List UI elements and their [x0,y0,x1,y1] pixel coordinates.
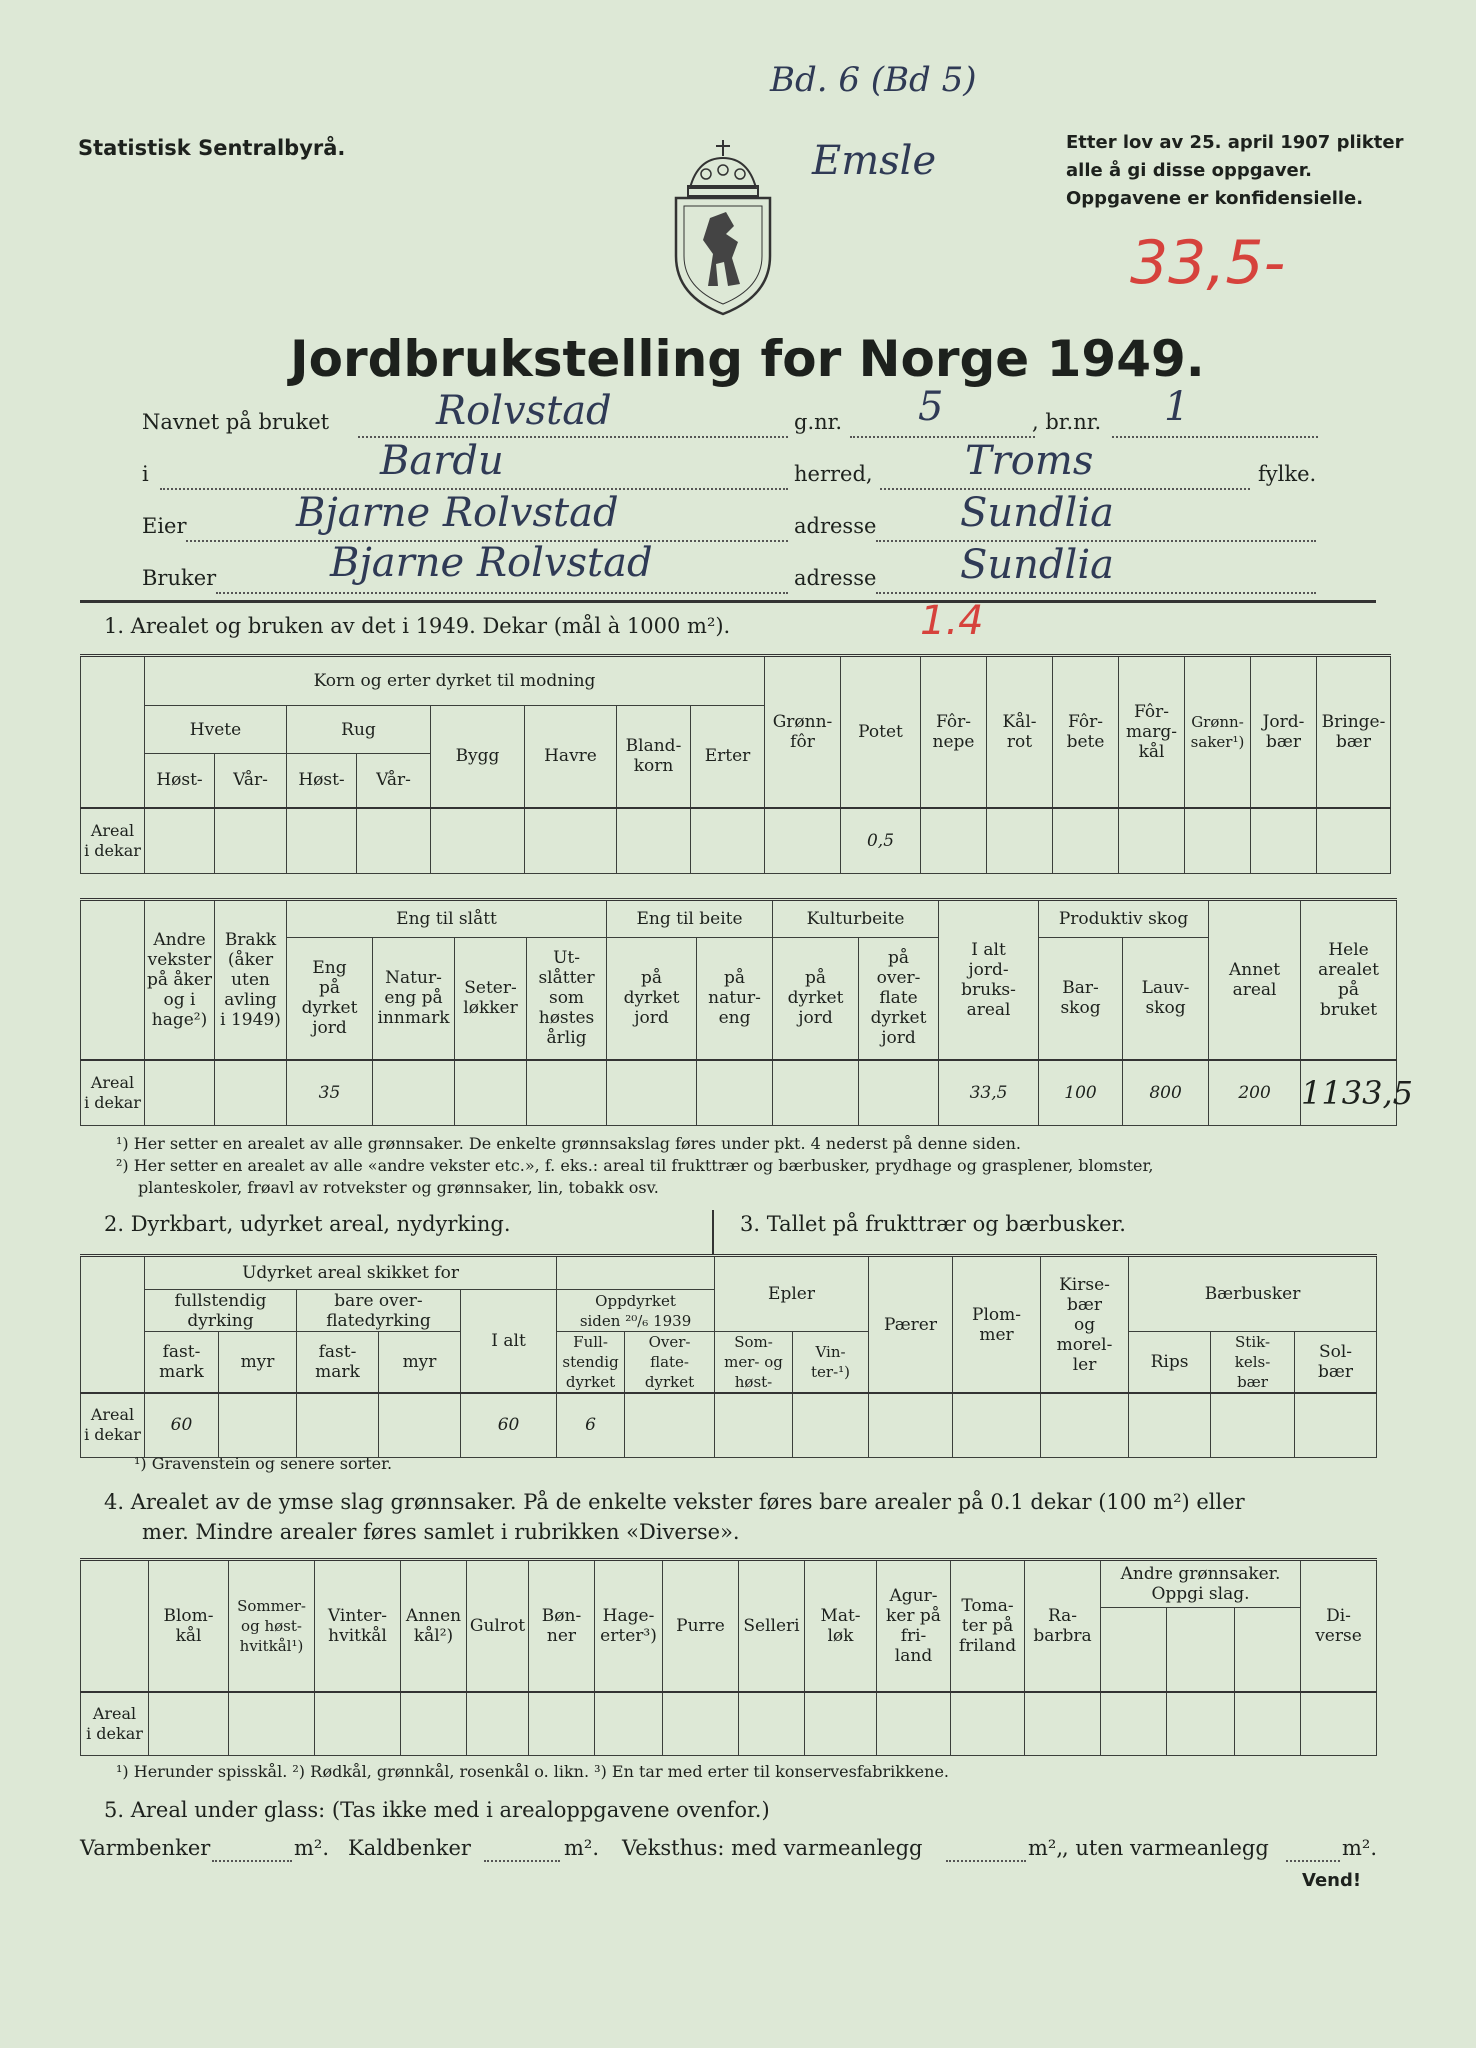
full-dyrket-value: 6 [557,1393,625,1457]
eier-label: Eier [142,514,187,538]
stikkels-header: Stik- kels- bær [1211,1332,1295,1394]
paerer-header: Pærer [869,1256,953,1394]
section3-heading: 3. Tallet på frukttrær og bærbusker. [740,1212,1126,1236]
handwritten-word: Emsle [812,138,937,184]
veksthus-varme-unit: m², [1028,1836,1064,1860]
bruker-value: Bjarne Rolvstad [330,540,653,586]
naturg-header: Natur- eng på innmark [373,938,455,1060]
prod-skog-header: Produktiv skog [1039,900,1209,938]
gronnsaker-header: Grønn- saker¹) [1185,656,1251,808]
brnr-label: , br.nr. [1032,410,1102,434]
footnote-2b: planteskoler, frøavl av rotvekster og grønnsaker, lin, tobakk osv. [138,1178,659,1197]
purre-header: Purre [663,1560,739,1692]
full-myr-header: myr [219,1332,297,1394]
law-notice-line2: alle å gi disse oppgaver. [1066,160,1312,181]
full-dyrket-header: Full- stendig dyrket [557,1332,625,1394]
sommer-epler-header: Som- mer- og høst- [715,1332,793,1394]
farm-name-label: Navnet på bruket [142,410,330,434]
erter-header: Erter [691,706,765,808]
rug-host-header: Høst- [287,754,357,808]
section2-heading: 2. Dyrkbart, udyrket areal, nydyrking. [104,1212,511,1236]
veksthus-varme-line [946,1860,1026,1862]
brnr-value: 1 [1164,384,1190,430]
farm-name-value: Rolvstad [436,388,612,434]
kb-dyrket-header: på dyrket jord [773,938,859,1060]
rips-header: Rips [1129,1332,1211,1394]
section4-heading-line1: 4. Arealet av de ymse slag grønnsaker. På de enkelte vekster føres bare arealer på 0.1 dekar (100 m²) eller [104,1490,1245,1514]
gulrot-header: Gulrot [467,1560,529,1692]
handwritten-volume-note: Bd. 6 (Bd 5) [770,60,977,100]
law-notice-line1: Etter lov av 25. april 1907 plikter [1066,132,1404,153]
barskog-value: 100 [1039,1060,1123,1126]
section4-footnote: ¹) Herunder spisskål. ²) Rødkål, grønnkål, rosenkål o. likn. ³) En tar med erter til konservesfabrikkene. [116,1762,950,1781]
epler-header: Epler [715,1256,869,1332]
fruit-trees-table [714,1254,1377,1458]
andre-gronnsaker-header: Andre grønnsaker. Oppgi slag. [1101,1560,1301,1608]
annen-kal-header: Annen kål²) [401,1560,467,1692]
formargkal-header: Fôr- marg- kål [1119,656,1185,808]
agurker-header: Agur- ker på fri- land [877,1560,951,1692]
i-alt-value: 33,5 [939,1060,1039,1126]
bonner-header: Bøn- ner [529,1560,595,1692]
gnr-value: 5 [918,384,944,430]
herred-label: herred, [794,462,873,486]
brnr-line [1112,436,1318,438]
in-label: i [142,462,149,486]
form-title: Jordbrukstelling for Norge 1949. [290,330,1205,388]
fullstendig-header: fullstendig dyrking [145,1290,297,1332]
section1-red-note: 1.4 [920,598,984,644]
sommer-hvitkal-header: Sommer- og høst- hvitkål¹) [229,1560,315,1692]
brakk-header: Brakk (åker uten avling i 1949) [215,900,287,1060]
veksthus-label: Veksthus: med varmeanlegg [622,1836,923,1860]
red-annotation-number: 33,5- [1130,228,1286,298]
baerbusker-header: Bærbusker [1129,1256,1377,1332]
bruker-adresse-value: Sundlia [960,542,1114,588]
kalrot-header: Kål- rot [987,656,1053,808]
rug-var-header: Vår- [357,754,431,808]
over-dyrket-header: Over- flate- dyrket [625,1332,715,1394]
footnote-2: ²) Her setter en arealet av alle «andre vekster etc.», f. eks.: areal til frukttrær og bærbusker, prydhage og grasplener, blomster, [116,1156,1154,1175]
seter-header: Seter- løkker [455,938,527,1060]
udyrket-i-alt-header: I alt [461,1290,557,1394]
solbaer-header: Sol- bær [1295,1332,1377,1394]
section1-heading: 1. Arealet og bruken av det i 1949. Dekar (mål à 1000 m²). [104,614,731,638]
lauvskog-header: Lauv- skog [1123,938,1209,1060]
crop-area-table [80,654,1391,874]
full-fastmark-value: 60 [145,1393,219,1457]
uten-varme-unit: m². [1342,1836,1378,1860]
hvete-host-header: Høst- [145,754,215,808]
section-divider [80,600,1376,603]
varmbenker-label: Varmbenker [80,1836,211,1860]
crop-row-label: Areal i dekar [81,808,145,874]
vinter-epler-header: Vin- ter-¹) [793,1332,869,1394]
section4-heading-line2: mer. Mindre arealer føres samlet i rubrikken «Diverse». [142,1520,740,1544]
bruker-line [216,592,788,594]
havre-header: Havre [525,706,617,808]
kb-overflate-header: på over- flate dyrket jord [859,938,939,1060]
bare-myr-header: myr [379,1332,461,1394]
barskog-header: Bar- skog [1039,938,1123,1060]
land-use-table [80,898,1414,1126]
full-fastmark-header: fast- mark [145,1332,219,1394]
forbete-header: Fôr- bete [1053,656,1119,808]
gronnfor-header: Grønn- fôr [765,656,841,808]
eng-dyrket-value: 35 [287,1060,373,1126]
oppdyrket-header: Oppdyrket siden ²⁰/₆ 1939 [557,1290,715,1332]
herred-value: Bardu [380,438,504,484]
andre-vekster-header: Andre vekster på åker og i hage²) [145,900,215,1060]
udyrket-header: Udyrket areal skikket for [145,1256,557,1290]
uten-varme-line [1286,1860,1340,1862]
annet-areal-header: Annet areal [1209,900,1301,1060]
section-separator [712,1210,714,1254]
section2-footnote: ¹) Gravenstein og senere sorter. [134,1454,393,1473]
eng-dyrket-header: Eng på dyrket jord [287,938,373,1060]
selleri-header: Selleri [739,1560,805,1692]
bruker-adresse-line [876,592,1316,594]
vinter-hvitkal-header: Vinter- hvitkål [315,1560,401,1692]
tomater-header: Toma- ter på friland [951,1560,1025,1692]
bare-header: bare over- flatedyrking [297,1290,461,1332]
potet-value: 0,5 [841,808,921,874]
beite-dyrket-header: på dyrket jord [607,938,697,1060]
bruker-label: Bruker [142,566,217,590]
plommer-header: Plom- mer [953,1256,1041,1394]
gnr-label: g.nr. [794,410,843,434]
law-notice-line3: Oppgavene er konfidensielle. [1066,188,1364,209]
eier-adresse-value: Sundlia [960,490,1114,536]
fylke-value: Troms [965,438,1094,484]
hele-arealet-header: Hele arealet på bruket [1301,900,1397,1060]
eier-value: Bjarne Rolvstad [296,490,619,536]
varmbenker-unit: m². [294,1836,330,1860]
i-alt-header: I alt jord- bruks- areal [939,900,1039,1060]
matlok-header: Mat- løk [805,1560,877,1692]
blandkorn-header: Bland- korn [617,706,691,808]
cultivable-row-label: Areal i dekar [81,1393,145,1457]
bare-fastmark-header: fast- mark [297,1332,379,1394]
uten-varme-label: , uten varmeanlegg [1062,1836,1269,1860]
kaldbenker-line [484,1860,560,1862]
vegetables-row-label: Areal i dekar [81,1692,149,1756]
bruker-adresse-label: adresse [794,566,877,590]
coat-of-arms-icon [668,136,778,316]
blomkal-header: Blom- kål [149,1560,229,1692]
udyrket-i-alt-value: 60 [461,1393,557,1457]
fornepe-header: Fôr- nepe [921,656,987,808]
bringebaer-header: Bringe- bær [1317,656,1391,808]
diverse-header: Di- verse [1301,1560,1377,1692]
kulturbeite-header: Kulturbeite [773,900,939,938]
land-row-label: Areal i dekar [81,1060,145,1126]
kirsebaer-header: Kirse- bær og morel- ler [1041,1256,1129,1394]
varmbenker-line [212,1860,292,1862]
eng-slatt-header: Eng til slått [287,900,607,938]
potet-header: Potet [841,656,921,808]
bygg-header: Bygg [431,706,525,808]
agency-name: Statistisk Sentralbyrå. [78,136,346,160]
rabarbra-header: Ra- barbra [1025,1560,1101,1692]
hvete-var-header: Vår- [215,754,287,808]
vegetables-table [80,1558,1377,1756]
utslatter-header: Ut- slåtter som høstes årlig [527,938,607,1060]
hageerter-header: Hage- erter³) [595,1560,663,1692]
annet-value: 200 [1209,1060,1301,1126]
lauvskog-value: 800 [1123,1060,1209,1126]
kaldbenker-unit: m². [564,1836,600,1860]
hele-value: 1133,5 [1301,1060,1397,1126]
fylke-label: fylke. [1258,462,1317,486]
jordbaer-header: Jord- bær [1251,656,1317,808]
cultivable-table [80,1254,715,1458]
eier-adresse-label: adresse [794,514,877,538]
eng-beite-header: Eng til beite [607,900,773,938]
korn-group-header: Korn og erter dyrket til modning [145,656,765,706]
hvete-header: Hvete [145,706,287,754]
footnote-1: ¹) Her setter en arealet av alle grønnsaker. De enkelte grønnsakslag føres under pkt. 4 nederst på denne siden. [116,1134,1021,1153]
kaldbenker-label: Kaldbenker [348,1836,471,1860]
beite-natur-header: på natur- eng [697,938,773,1060]
vend-label: Vend! [1302,1870,1362,1891]
section5-heading: 5. Areal under glass: (Tas ikke med i arealoppgavene ovenfor.) [104,1798,770,1822]
rug-header: Rug [287,706,431,754]
